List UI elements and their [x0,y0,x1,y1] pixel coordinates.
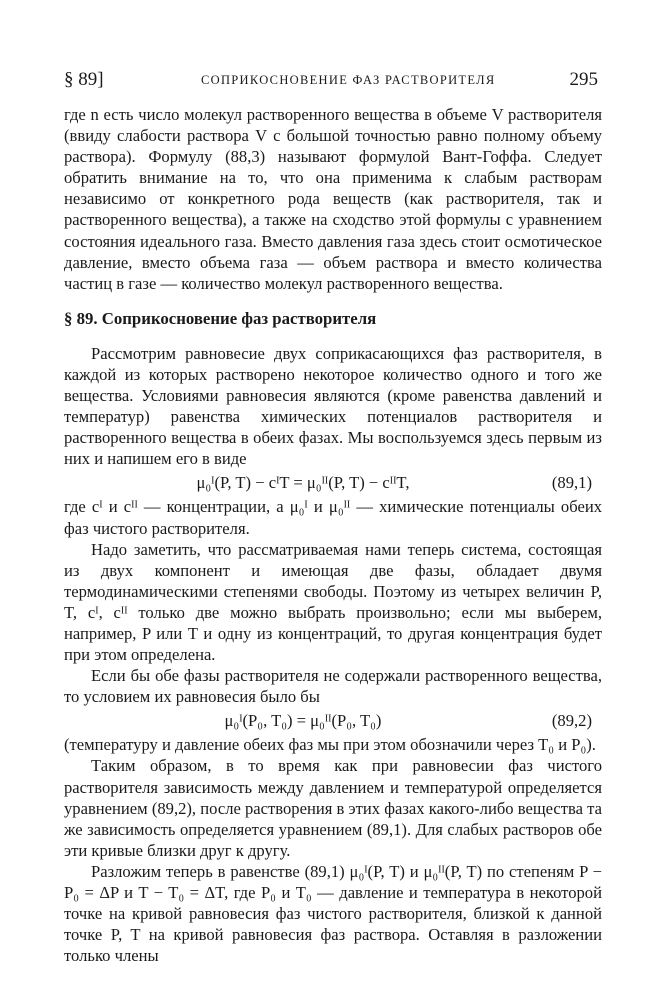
equation-body: μ₀ᴵ(P₀, T₀) = μ₀ᴵᴵ(P₀, T₀) [224,711,382,731]
paragraph: Надо заметить, что рассматриваемая нами теперь система, состоящая из двух компонент и имеющая две фазы, обладает двумя термодинамическими степенями свободы. Поэтому из четырех величин P, T, cᴵ, cᴵᴵ только две можно выбрать произвольно; если мы выберем, например, P или T и одну из концентраций, то другая концентрация будет при этом определена. [64,539,602,665]
paragraph: Разложим теперь в равенстве (89,1) μ₀ᴵ(P, T) и μ₀ᴵᴵ(P, T) по степеням P − P₀ = ΔP и T − T₀ = ΔT, где P₀ и T₀ — давление и температура в некоторой точке на кривой равновесия фаз чистого растворителя, близкой к данной точке P, T на кривой равновесия фаз раствора. Оставляя в разложении только члены [64,861,602,966]
paragraph-continuation: где n есть число молекул растворенного вещества в объеме V растворителя (ввиду слабости раствора V с большой точностью равно полному объему раствора). Формулу (88,3) называют формулой Вант-Гоффа. Следует обратить внимание на то, что она применима к слабым растворам независимо от конкретного рода веществ (как растворителя, так и растворенного вещества), а также на сходство этой формулы с уравнением состояния идеального газа. Вместо давления газа здесь стоит осмотическое давление, вместо объема газа — объем раствора и вместо количества частиц в газе — количество молекул растворенного вещества. [64,105,602,293]
equation-body: μ₀ᴵ(P, T) − cᴵT = μ₀ᴵᴵ(P, T) − cᴵᴵT, [196,473,410,493]
paragraph: Если бы обе фазы растворителя не содержали растворенного вещества, то условием их равновесия было бы [64,666,602,707]
equation-89-2 [64,707,602,734]
paragraph: где cᴵ и cᴵᴵ — концентрации, а μ₀ᴵ и μ₀ᴵᴵ — химические потенциалы обеих фаз чистого растворителя. [64,497,602,538]
section-heading: § 89. Соприкосновение фаз растворителя [64,308,377,328]
page-body [64,104,602,966]
equation-number: (89,1) [551,473,592,493]
paragraph: (температуру и давление обеих фаз мы при этом обозначили через T₀ и P₀). [64,735,596,755]
paragraph: Таким образом, в то время как при равновесии фаз чистого растворителя зависимость между давлением и температурой определяется уравнением (89,2), после растворения в этих фазах какого-либо вещества та же зависимость определяется уравнением (89,1). Для слабых растворов обе эти кривые близки друг к другу. [64,756,602,860]
header-title: СОПРИКОСНОВЕНИЕ ФАЗ РАСТВОРИТЕЛЯ [201,73,496,87]
header-section-ref: § 89] [64,69,104,90]
paragraph: Рассмотрим равновесие двух соприкасающихся фаз растворителя, в каждой из которых растворено некоторое количество одного и того же вещества. Условиями равновесия являются (кроме равенства давлений и температур) равенства химических потенциалов растворителя и растворенного вещества в обеих фазах. Мы воспользуемся здесь первым из них и напишем его в виде [64,343,602,469]
running-header [64,69,602,95]
equation-89-1 [64,469,602,496]
equation-number: (89,2) [551,711,592,731]
page-number: 295 [569,69,598,90]
